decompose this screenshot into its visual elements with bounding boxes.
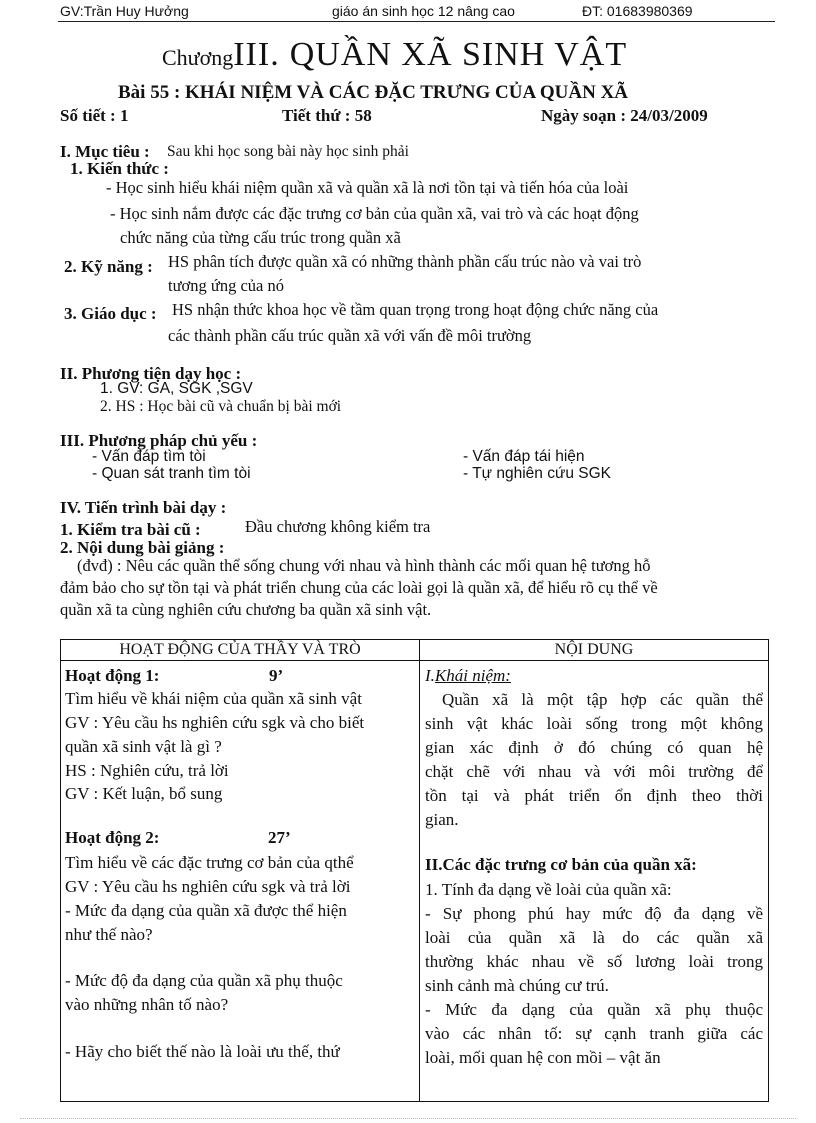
objectives-heading: I. Mục tiêu : xyxy=(60,142,150,161)
lesson-intro-line-1: (đvđ) : Nêu các quần thể sống chung với nhau và hình thành các mối quan hệ tương hỗ xyxy=(77,556,651,575)
activity-text: GV : Yêu cầu hs nghiên cứu sgk và cho biết xyxy=(65,713,365,732)
page-bottom-divider xyxy=(20,1118,796,1119)
content-text: thường khác nhau về số lương loài trong xyxy=(425,952,763,971)
content-text: sinh cảnh mà chúng cư trú. xyxy=(425,976,609,995)
skill-heading: 2. Kỹ năng : xyxy=(64,257,153,276)
chapter-number: III. xyxy=(233,36,280,73)
section-1-title: Khái niệm: xyxy=(434,666,511,685)
content-text: gian xác định ở đó chúng có quan hệ xyxy=(425,738,763,757)
activity-text: như thế nào? xyxy=(65,925,153,944)
activity-text: GV : Kết luận, bổ sung xyxy=(65,784,223,803)
skill-text: HS phân tích được quần xã có những thành phần cấu trúc nào và vai trò xyxy=(168,252,642,271)
skill-text-cont: tương ứng của nó xyxy=(168,276,284,295)
table-row xyxy=(61,661,769,1102)
lesson-table xyxy=(60,639,769,1102)
method-1: - Vấn đáp tìm tòi xyxy=(92,448,206,465)
method-3: - Quan sát tranh tìm tòi xyxy=(92,465,251,482)
process-heading: IV. Tiến trình bài dạy : xyxy=(60,498,227,517)
activity-text: - Mức đa dạng của quần xã được thể hiện xyxy=(65,901,347,920)
chapter-name: QUẦN XÃ SINH VẬT xyxy=(289,36,628,73)
content-text: loài của quần xã là do các quần xã xyxy=(425,928,763,947)
column-header-content: NỘI DUNG xyxy=(420,640,769,661)
objectives-intro: Sau khi học song bài này học sinh phải xyxy=(167,143,409,160)
lesson-title: Bài 55 : KHÁI NIỆM VÀ CÁC ĐẶC TRƯNG CỦA QUẦN XÃ xyxy=(118,82,629,103)
knowledge-item-1: - Học sinh hiểu khái niệm quần xã và quần xã là nơi tồn tại và tiến hóa của loài xyxy=(106,178,629,197)
chapter-word: Chương xyxy=(162,45,234,70)
header-subject: giáo án sinh học 12 nâng cao xyxy=(332,3,515,19)
section-2-heading: II.Các đặc trưng cơ bản của quần xã: xyxy=(425,855,697,874)
old-lesson-check-value: Đầu chương không kiểm tra xyxy=(245,517,431,536)
knowledge-heading: 1. Kiến thức : xyxy=(70,159,169,178)
activity-1-title: Hoạt động 1: xyxy=(65,666,160,685)
activity-text: GV : Yêu cầu hs nghiên cứu sgk và trả lời xyxy=(65,877,351,896)
section-1-heading xyxy=(425,666,763,686)
old-lesson-check-label: 1. Kiểm tra bài cũ : xyxy=(60,520,201,539)
content-text: loài, mối quan hệ con mồi – vật ăn xyxy=(425,1048,661,1067)
method-4: - Tự nghiên cứu SGK xyxy=(463,465,611,482)
header-phone: ĐT: 01683980369 xyxy=(582,3,693,19)
means-item-1: 1. GV: GA, SGK ,SGV xyxy=(100,380,253,397)
column-header-activities: HOẠT ĐỘNG CỦA THẦY VÀ TRÒ xyxy=(61,640,420,661)
activity-text: - Mức độ đa dạng của quần xã phụ thuộc xyxy=(65,971,343,990)
section-1-number: I. xyxy=(425,666,435,685)
knowledge-item-2: - Học sinh nắm được các đặc trưng cơ bản của quần xã, vai trò và các hoạt động xyxy=(110,204,639,223)
activity-1-time: 9’ xyxy=(269,666,284,685)
activity-text: Tìm hiểu về các đặc trưng cơ bản của qthể xyxy=(65,853,354,872)
lesson-intro-line-3: quần xã ta cùng nghiên cứu chương ba quần xã sinh vật. xyxy=(60,600,432,619)
activity-text: HS : Nghiên cứu, trả lời xyxy=(65,761,229,780)
activity-text: vào những nhân tố nào? xyxy=(65,995,229,1014)
so-tiet: Số tiết : 1 xyxy=(60,106,129,125)
content-cell xyxy=(420,661,769,1102)
header-divider xyxy=(58,21,775,22)
content-text: - Mức đa dạng của quần xã phụ thuộc xyxy=(425,1000,763,1019)
methods-heading: III. Phương pháp chủ yếu : xyxy=(60,431,258,450)
activity-2-title: Hoạt động 2: xyxy=(65,828,160,847)
chapter-title xyxy=(162,36,627,74)
tiet-thu: Tiết thứ : 58 xyxy=(282,106,372,125)
activity-2-time: 27’ xyxy=(268,828,291,847)
lesson-intro-line-2: đảm bảo cho sự tồn tại và phát triển chung của các loài gọi là quần xã, để hiểu rõ cụ thể về xyxy=(60,578,658,597)
method-2: - Vấn đáp tái hiện xyxy=(463,448,585,465)
knowledge-item-2-cont: chức năng của từng cấu trúc trong quần xã xyxy=(120,228,401,247)
content-text: sinh vật khác loài sống trong một không xyxy=(425,714,763,733)
education-heading: 3. Giáo dục : xyxy=(64,304,157,323)
means-item-2: 2. HS : Học bài cũ và chuẩn bị bài mới xyxy=(100,398,342,415)
content-text: gian. xyxy=(425,810,459,829)
education-text-cont: các thành phần cấu trúc quần xã với vấn đề môi trường xyxy=(168,326,532,345)
means-heading: II. Phương tiện dạy học : xyxy=(60,364,242,383)
education-text: HS nhận thức khoa học về tầm quan trọng trong hoạt động chức năng của xyxy=(172,300,659,319)
header-teacher: GV:Trần Huy Hưởng xyxy=(60,3,189,19)
activity-text: quần xã sinh vật là gì ? xyxy=(65,737,222,756)
ngay-soan: Ngày soạn : 24/03/2009 xyxy=(541,106,708,125)
content-text: tồn tại và phát triển ổn định theo thời xyxy=(425,786,763,805)
content-text: chặt chẽ với nhau và với môi trường để xyxy=(425,762,763,781)
activities-cell xyxy=(61,661,420,1102)
activity-text: Tìm hiểu về khái niệm của quần xã sinh vật xyxy=(65,689,362,708)
content-text: 1. Tính đa dạng về loài của quần xã: xyxy=(425,880,672,899)
content-text: vào các nhân tố: sự cạnh tranh giữa các xyxy=(425,1024,763,1043)
table-header-row xyxy=(61,640,769,661)
content-text: - Sự phong phú hay mức độ đa dạng về xyxy=(425,904,763,923)
activity-text: - Hãy cho biết thế nào là loài ưu thế, thứ xyxy=(65,1042,340,1061)
lesson-content-label: 2. Nội dung bài giảng : xyxy=(60,538,225,557)
content-text: Quần xã là một tập hợp các quần thể xyxy=(442,690,763,709)
